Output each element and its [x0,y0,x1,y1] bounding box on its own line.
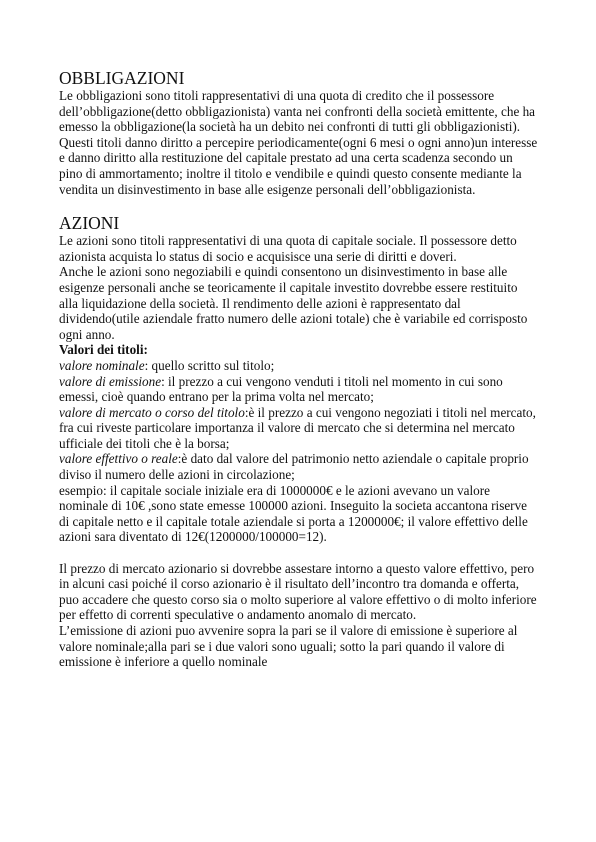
value-description: : quello scritto sul titolo; [144,357,275,373]
azioni-paragraph-4: L’emissione di azioni puo avvenire sopra la pari se il valore di emissione è superiore al valore nominale;alla pari se i due valori sono uguali; sotto la pari quando il valore di emissione è inferiore a quello nominale [59,623,518,670]
section-title-azioni: AZIONI [59,213,120,234]
value-item-mercato [59,405,539,452]
value-item-nominale [59,358,539,374]
document-page [59,68,539,670]
azioni-paragraph-3: Il prezzo di mercato azionario si dovrebbe assestare intorno a questo valore effettivo, pero in alcuni casi poiché il corso azionario è il risultato dell’incontro tra domanda e offerta, puo accadere che questo corso sia o molto superiore al valore effettivo o di molto inferiore per effetto di correnti speculative o andamento anomalo di mercato. [59,560,537,623]
paragraph-spacer [59,545,539,561]
value-term: valore effettivo o reale [59,451,178,467]
example-paragraph: esempio: il capitale sociale iniziale era di 1000000€ e le azioni avevano un valore nominale di 10€ ,sono state emesse 100000 azioni. Inseguito la societa accantona riserve di capitale netto e il capitale totale aziendale si porta a 1200000€; il valore effettivo delle azioni sara diventato di 12€(1200000/100000=12). [59,482,528,545]
value-item-effettivo [59,451,539,482]
value-description: : il prezzo a cui vengono venduti i titoli nel momento in cui sono emessi, cioè quando entrano per la prima volta nel mercato; [59,373,503,405]
value-term: valore nominale [59,357,145,373]
azioni-paragraph-2: Anche le azioni sono negoziabili e quindi consentono un disinvestimento in base alle esigenze personali anche se teoricamente il capitale investito dovrebbe essere restituito alla liquidazione della società. Il rendimento delle azioni è rappresentato dal dividendo(utile aziendale fratto numero delle azioni totale) che è variabile ed corrisposto ogni anno. [59,264,528,342]
obbligazioni-paragraph-2: Questi titoli danno diritto a percepire periodicamente(ogni 6 mesi o ogni anno)un interesse e danno diritto alla restituzione del capitale prestato ad una certa scadenza secondo un pino di ammortamento; inoltre il titolo e vendibile e quindi questo consente mediante la vendita un disinvestimento in base alle esigenze personali dell’obbligazionista. [59,134,538,197]
value-term: valore di mercato o corso del titolo [59,404,245,420]
value-item-emissione [59,374,539,405]
value-description: :è il prezzo a cui vengono negoziati i titoli nel mercato, fra cui riveste particolare importanza il valore di mercato che si determina nel mercato ufficiale dei titoli che è la borsa; [59,404,536,451]
values-subtitle: Valori dei titoli: [59,342,148,358]
azioni-paragraph-1: Le azioni sono titoli rappresentativi di una quota di capitale sociale. Il possessore detto azionista acquista lo status di socio e acquisisce una serie di diritti e doveri. [59,233,517,264]
value-description: :è dato dal valore del patrimonio netto aziendale o capitale proprio diviso il numero delle azioni in circolazione; [59,451,529,483]
obbligazioni-paragraph-1: Le obbligazioni sono titoli rappresentativi di una quota di credito che il possessore dell’obbligazione(detto obbligazionista) vanta nei confronti della società emittente, che ha emesso la obbligazione(la società ha un debito nei confronti di tutti gli obbligazionisti). [59,88,536,135]
section-title-obbligazioni: OBBLIGAZIONI [59,68,185,88]
value-term: valore di emissione [59,373,162,389]
